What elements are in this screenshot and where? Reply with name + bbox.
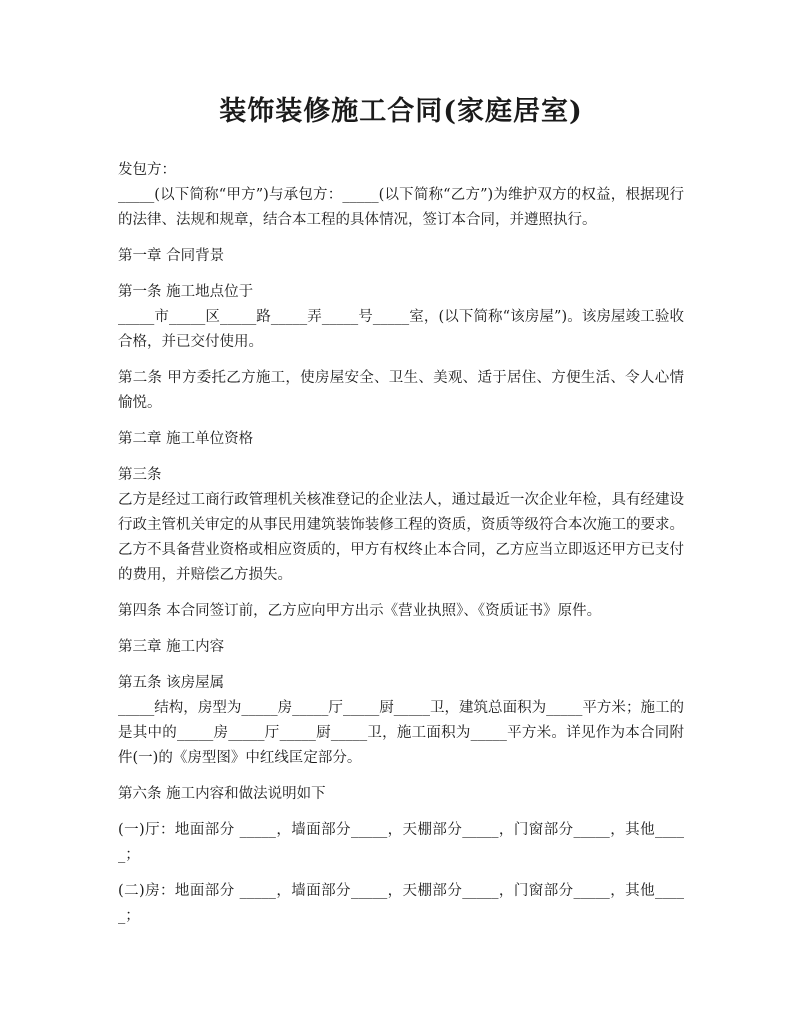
chapter-heading-1 [118,244,684,269]
chapter-heading-2 [118,427,684,452]
paragraph-line: 第五条 该房屋属 [118,675,225,691]
chapter-heading-3 [118,635,684,660]
article-6 [118,782,684,807]
paragraph-line: 第一章 合同背景 [118,248,225,264]
paragraph-line: 第一条 施工地点位于 [118,284,254,300]
paragraph-line: 第二条 甲方委托乙方施工，使房屋安全、卫生、美观、适于居住、方便生活、令人心情愉悦。 [118,370,684,411]
document-title: 装饰装修施工合同(家庭居室) [219,96,583,127]
article-4 [118,599,684,624]
paragraph-line: 第三条 [118,467,162,483]
paragraph-line: 第二章 施工单位资格 [118,431,254,447]
paragraph-parties [118,158,684,233]
paragraph-line: 发包方： [118,162,176,178]
article-2 [118,366,684,416]
paragraph-line: (一)厅：地面部分 _____，墙面部分_____，天棚部分_____，门窗部分_____，其他_____； [118,822,684,863]
article-5 [118,671,684,771]
item-room [118,879,684,929]
paragraph-line: _____市_____区_____路_____弄_____号_____室，(以下简称“该房屋”)。该房屋竣工验收合格，并已交付使用。 [118,309,684,350]
paragraph-line: _____结构，房型为_____房_____厅_____厨_____卫，建筑总面积为_____平方米；施工的是其中的_____房_____厅_____厨_____卫，施工面积为_____平方米。详见作为本合同附件(一)的《房型图》中红线匡定部分。 [118,700,684,766]
article-3 [118,463,684,588]
article-1 [118,280,684,355]
paragraph-line: 第四条 本合同签订前，乙方应向甲方出示《营业执照》、《资质证书》原件。 [118,603,602,619]
item-hall [118,818,684,868]
paragraph-line: 乙方是经过工商行政管理机关核准登记的企业法人，通过最近一次企业年检，具有经建设行政主管机关审定的从事民用建筑装饰装修工程的资质，资质等级符合本次施工的要求。乙方不具备营业资格或相应资质的，甲方有权终止本合同，乙方应当立即返还甲方已支付的费用，并赔偿乙方损失。 [118,492,684,583]
paragraph-line: (二)房：地面部分 _____，墙面部分_____，天棚部分_____，门窗部分_____，其他_____； [118,883,684,924]
paragraph-line: 第六条 施工内容和做法说明如下 [118,786,326,802]
paragraph-line: _____(以下简称“甲方”)与承包方：_____(以下简称“乙方”)为维护双方的权益，根据现行的法律、法规和规章，结合本工程的具体情况，签订本合同，并遵照执行。 [118,187,684,228]
paragraph-line: 第三章 施工内容 [118,639,225,655]
